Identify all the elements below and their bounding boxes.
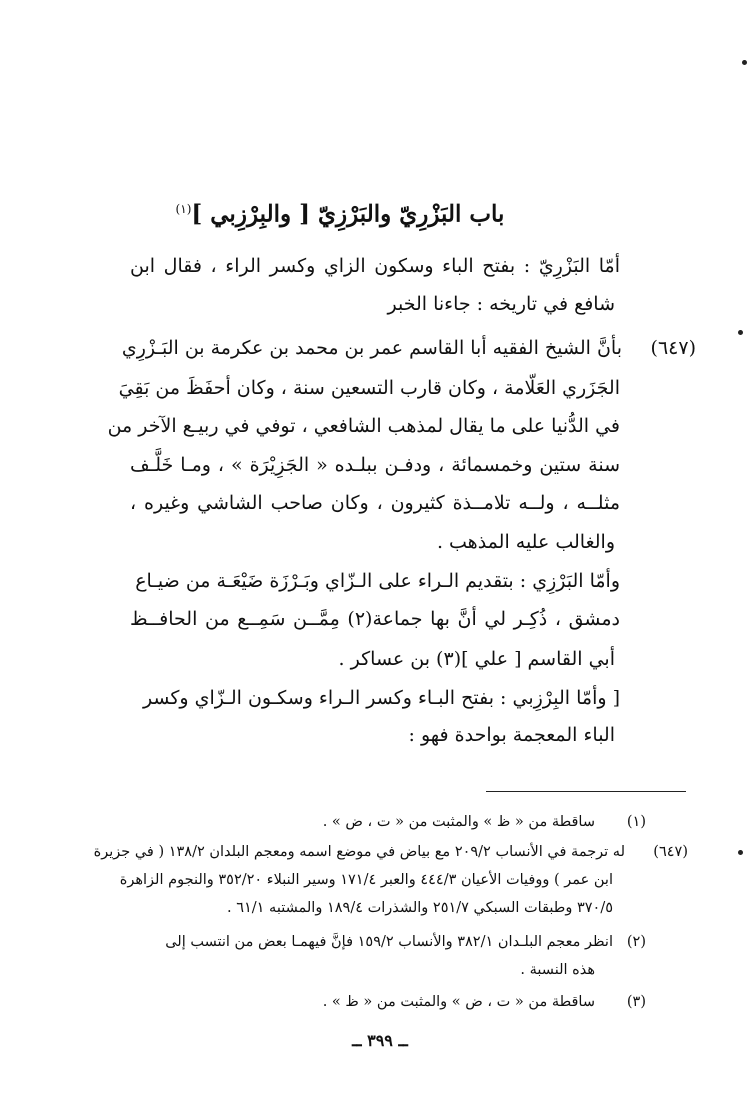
footnote-4-line-1: ساقطة من « ت ، ض » والمثبت من « ظ » .	[322, 994, 595, 1010]
body-line-13: الباء المعجمة بواحدة فهو :	[408, 724, 615, 746]
footnote-1-line-1: ساقطة من « ظ » والمثبت من « ت ، ض » .	[322, 814, 595, 830]
entry-number: (٦٤٧)	[650, 337, 696, 359]
body-line-12: [ وأمّا البِرْزِبي : بفتح البـاء وكسر الـراء وسكـون الـزّاي وكسر	[142, 687, 620, 709]
margin-mark-dot	[738, 330, 743, 335]
footnote-3-line-1: انظر معجم البلـدان ٣٨٢/١ والأنساب ١٥٩/٢ فإنَّ فيهمـا بعض من انتسب إلى	[165, 934, 613, 950]
chapter-title	[60, 192, 620, 232]
footnote-separator	[486, 791, 686, 792]
body-line-5: في الدُّنيا على ما يقال لمذهب الشافعي ، توفي في ربيـع الآخر من	[107, 415, 620, 437]
body-line-3: بأنَّ الشيخ الفقيه أبا القاسم عمر بن محمد بن عكرمة بن البَـزْرِي	[121, 337, 622, 359]
title-footnote-ref: (١)	[175, 202, 192, 216]
body-line-4: الجَزَري العَلّامة ، وكان قارب التسعين سنة ، وكان أحفَظَ من بَقِيَ	[118, 377, 620, 399]
body-line-1: أمّا البَزْرِيّ : بفتح الباء وسكون الزاي وكسر الراء ، فقال ابن	[130, 255, 620, 277]
page-number: ــ ٣٩٩ ــ	[352, 1031, 408, 1050]
footnote-3-line-2: هذه النسبة .	[520, 962, 595, 978]
body-line-10: دمشق ، ذُكِـر لي أنَّ بها جماعة(٢) مِمَّــن سَمِــع من الحافــظ	[130, 608, 620, 630]
footnote-2-number: (٦٤٧)	[653, 844, 688, 860]
footnote-2-line-3: ٣٧٠/٥ وطبقات السبكي ٢٥١/٧ والشذرات ١٨٩/٤ والمشتبه ٦١/١ .	[226, 900, 613, 916]
footnote-1-number: (١)	[626, 814, 646, 830]
body-line-11: أبي القاسم [ علي ](٣) بن عساكر .	[338, 648, 615, 670]
footnote-4-number: (٣)	[626, 994, 646, 1010]
margin-mark-dot	[742, 60, 747, 65]
body-line-9: وأمّا البَرْزِي : بتقديم الـراء على الـزّاي وبَـرْزَة ضَيْعَـة من ضيـاع	[135, 570, 620, 592]
body-line-7: مثلــه ، ولــه تلامــذة كثيرون ، وكان صاحب الشاشي وغيره ،	[130, 492, 620, 514]
chapter-title-text: باب البَزْرِيّ والبَرْزِيّ [ والبِرْزِبي ]	[191, 200, 505, 228]
margin-mark-dot	[738, 850, 743, 855]
body-line-8: والغالب عليه المذهب .	[436, 531, 615, 553]
footnote-2-line-2: ابن عمر ) ووفيات الأعيان ٤٤٤/٣ والعبر ١٧١/٤ وسير النبلاء ٣٥٢/٢٠ والنجوم الزاهرة	[119, 872, 613, 888]
body-line-6: سنة ستين وخمسمائة ، ودفـن ببلـده « الجَزِيْرَة » ، ومـا خَلَّـف	[130, 454, 620, 476]
footnote-3-number: (٢)	[626, 934, 646, 950]
footnote-2-line-1: له ترجمة في الأنساب ٢٠٩/٢ مع بياض في موضع اسمه ومعجم البلدان ١٣٨/٢ ( في جزيرة	[93, 844, 625, 860]
body-line-2: شافع في تاريخه : جاءنا الخبر	[387, 293, 615, 315]
